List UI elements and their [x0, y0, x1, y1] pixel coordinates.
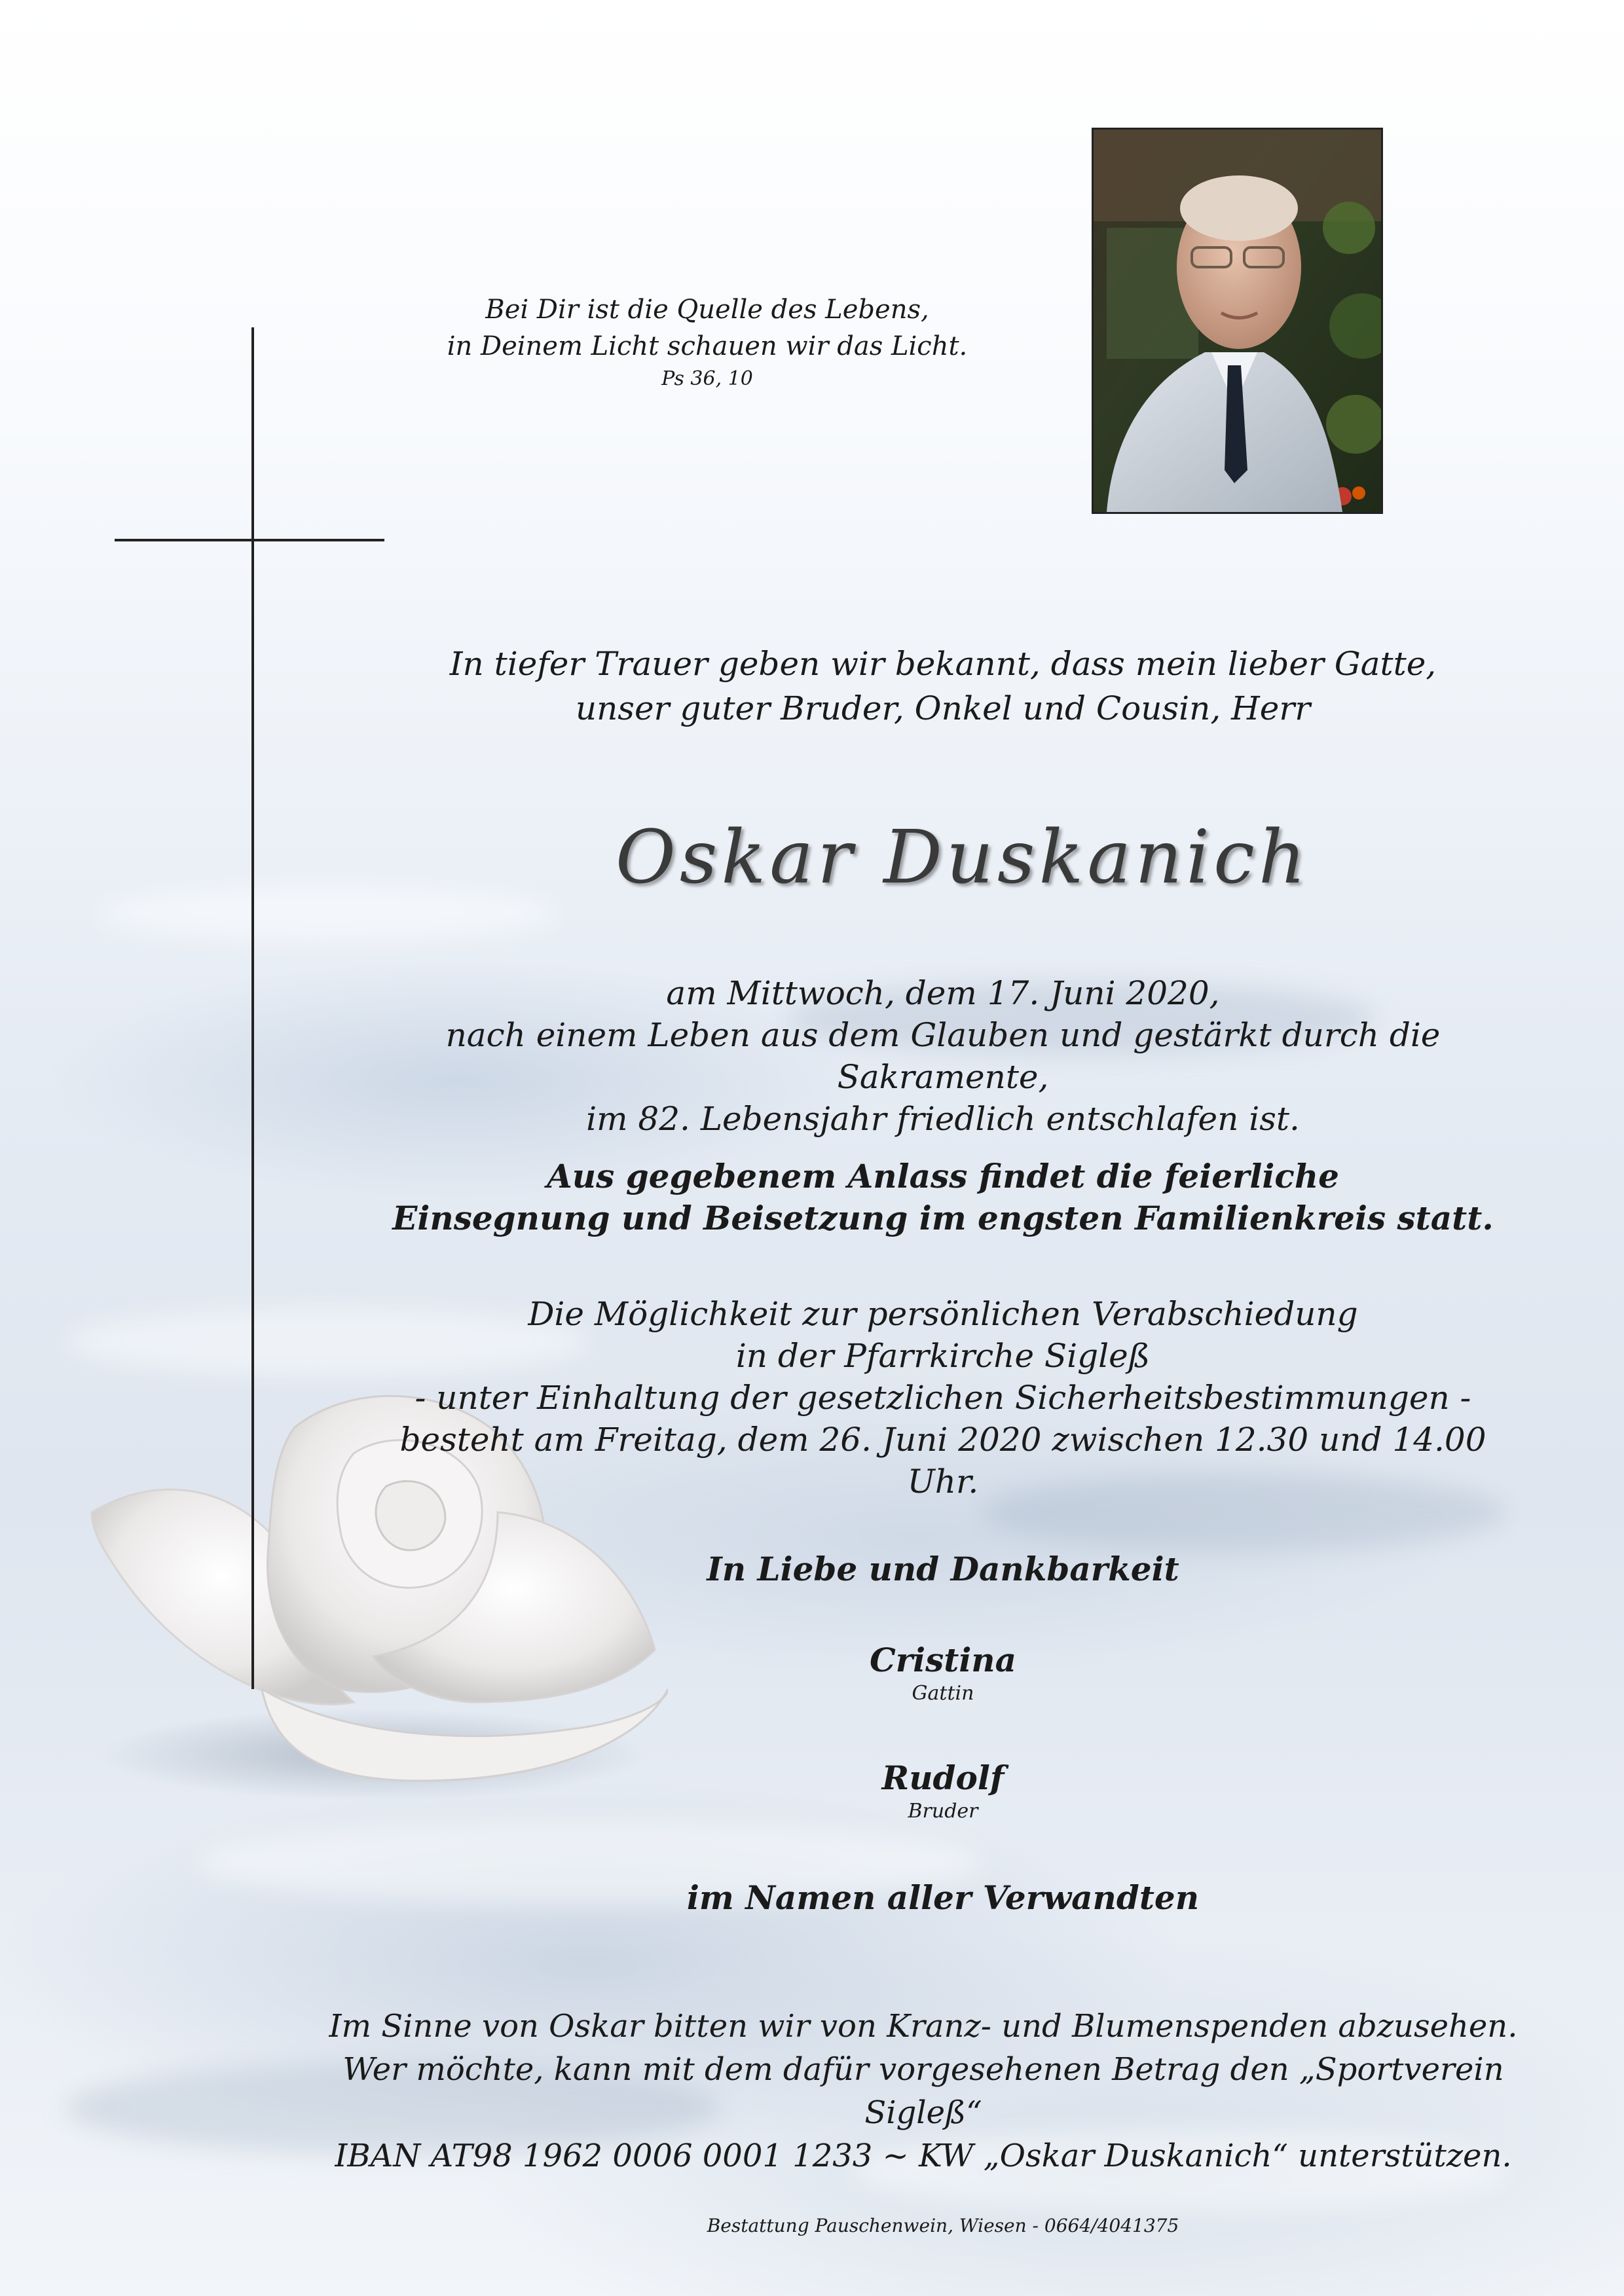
donation-line: Wer möchte, kann mit dem dafür vorgesehenen Betrag den „Sportverein Sigleß“ [342, 2051, 1504, 2131]
announcement-intro [406, 642, 1480, 731]
mourner-entry [655, 1758, 1231, 1825]
relatives-line: im Namen aller Verwandten [686, 1878, 1200, 1917]
psalm-line: Bei Dir ist die Quelle des Lebens, [485, 295, 929, 325]
donation-request [282, 2005, 1565, 2178]
mourner-name: Rudolf [881, 1758, 1005, 1797]
ceremony-line: Einsegnung und Beisetzung im engsten Familienkreis statt. [392, 1199, 1494, 1237]
farewell-line: in der Pfarrkirche Sigleß [735, 1337, 1151, 1375]
mourner-entry [655, 1640, 1231, 1707]
intro-line: unser guter Bruder, Onkel und Cousin, Herr [575, 689, 1311, 727]
mourner-role: Gattin [912, 1682, 974, 1705]
donation-line: IBAN AT98 1962 0006 0001 1233 ~ KW „Oskar Duskanich“ unterstützen. [335, 2138, 1512, 2174]
thanks-heading: In Liebe und Dankbarkeit [707, 1550, 1179, 1588]
intro-line: In tiefer Trauer geben wir bekannt, dass mein lieber Gatte, [449, 645, 1437, 683]
farewell-line: besteht am Freitag, dem 26. Juni 2020 zwischen 12.30 und 14.00 Uhr. [399, 1421, 1486, 1501]
funeral-home-footer: Bestattung Pauschenwein, Wiesen - 0664/4041375 [707, 2215, 1179, 2236]
portrait-photo [1092, 128, 1383, 514]
ceremony-notice [367, 1156, 1519, 1239]
psalm-line: in Deinem Licht schauen wir das Licht. [447, 331, 968, 361]
mourner-role: Bruder [908, 1800, 978, 1823]
death-notice-line: nach einem Leben aus dem Glauben und gestärkt durch die Sakramente, [445, 1016, 1441, 1096]
deceased-name: Oskar Duskanich [616, 815, 1310, 900]
ceremony-line: Aus gegebenem Anlass findet die feierliche [547, 1157, 1339, 1195]
donation-line: Im Sinne von Oskar bitten wir von Kranz- und Blumenspenden abzusehen. [329, 2008, 1518, 2045]
farewell-line: Die Möglichkeit zur persönlichen Verabschiedung [528, 1295, 1358, 1333]
mourner-name: Cristina [869, 1641, 1017, 1679]
death-notice-line: im 82. Lebensjahr friedlich entschlafen ist. [586, 1100, 1300, 1138]
psalm-reference: Ps 36, 10 [661, 367, 753, 390]
cross-vertical-bar [251, 327, 254, 1689]
psalm-quote [419, 291, 995, 393]
death-notice [367, 972, 1519, 1140]
farewell-notice [367, 1293, 1519, 1503]
farewell-line: - unter Einhaltung der gesetzlichen Sicherheitsbestimmungen - [415, 1379, 1471, 1417]
death-notice-line: am Mittwoch, dem 17. Juni 2020, [666, 974, 1220, 1012]
cross-horizontal-bar [115, 539, 384, 541]
